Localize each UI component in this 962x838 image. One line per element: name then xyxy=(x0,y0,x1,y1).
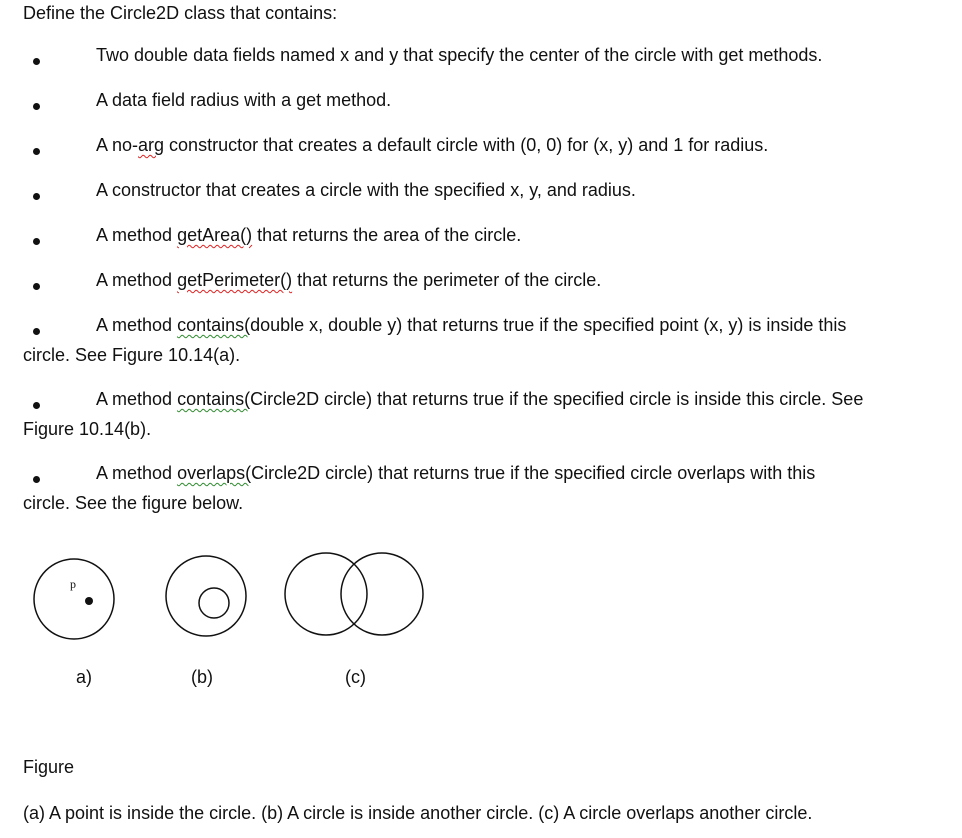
grammar-word: contains( xyxy=(177,315,251,335)
figure-title: Figure xyxy=(23,757,75,777)
bullet-4-text: A constructor that creates a circle with the specified x, y, and radius. xyxy=(96,180,636,200)
point-dot xyxy=(85,597,93,605)
bullet-3-text: A no-arg constructor that creates a default circle with (0, 0) for (x, y) and 1 for radius. xyxy=(96,135,769,155)
bullet-9-text: A method overlaps(Circle2D circle) that returns true if the specified circle overlaps with this xyxy=(96,463,816,483)
bullet-8-continuation: Figure 10.14(b). xyxy=(23,419,152,439)
bullet-7-text: A method contains(double x, double y) that returns true if the specified point (x, y) is inside this xyxy=(96,315,847,335)
bullet-2-text: A data field radius with a get method. xyxy=(96,90,392,110)
circle-c-left xyxy=(285,553,367,635)
figure-caption: (a) A point is inside the circle. (b) A circle is inside another circle. (c) A circle overlaps another circle. xyxy=(23,803,813,823)
circle-a-outer xyxy=(34,559,114,639)
figure-label-a: a) xyxy=(76,667,93,687)
bullet-7-continuation: circle. See Figure 10.14(a). xyxy=(23,345,241,365)
spellcheck-word: getPerimeter() xyxy=(177,270,293,290)
grammar-word: contains( xyxy=(177,389,251,409)
spellcheck-word: getArea() xyxy=(177,225,253,245)
bullet-6-text: A method getPerimeter() that returns the perimeter of the circle. xyxy=(96,270,602,290)
circle-c-right xyxy=(341,553,423,635)
bullet-1-text: Two double data fields named x and y that specify the center of the circle with get methods. xyxy=(96,45,823,65)
circle-b-outer xyxy=(166,556,246,636)
bullet-9-continuation: circle. See the figure below. xyxy=(23,493,244,513)
figure-label-c: (c) xyxy=(345,667,366,687)
figure-label-b: (b) xyxy=(191,667,213,687)
circle-b-inner xyxy=(199,588,229,618)
heading: Define the Circle2D class that contains: xyxy=(23,3,338,23)
spellcheck-word: arg xyxy=(138,135,165,155)
bullet-8-text: A method contains(Circle2D circle) that returns true if the specified circle is inside this circle. See xyxy=(96,389,864,409)
bullet-5-text: A method getArea() that returns the area of the circle. xyxy=(96,225,522,245)
grammar-word: overlaps( xyxy=(177,463,252,483)
point-label: p xyxy=(70,577,76,591)
